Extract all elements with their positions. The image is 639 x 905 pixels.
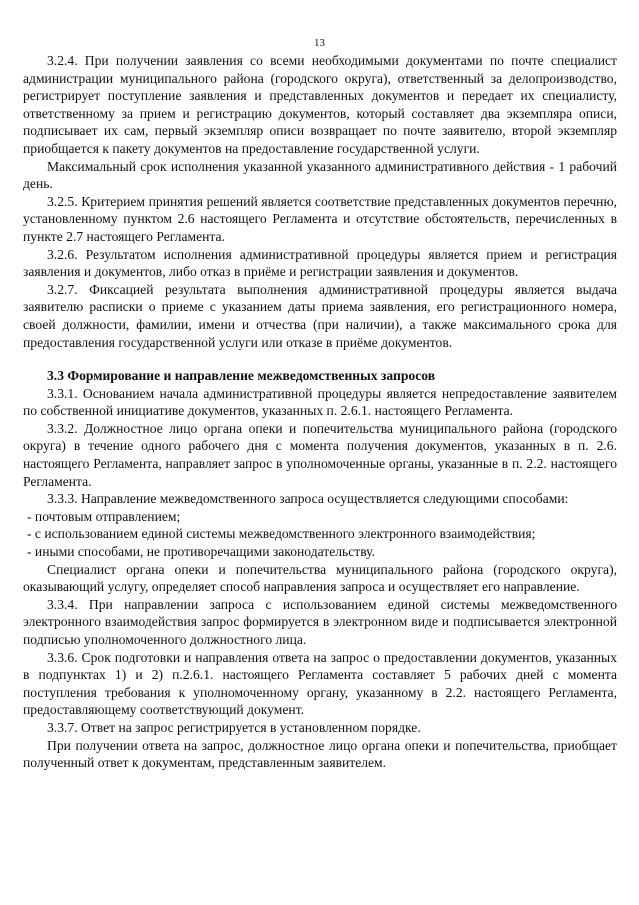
paragraph-3-3-7: 3.3.7. Ответ на запрос регистрируется в установленном порядке. — [47, 719, 421, 735]
paragraph-3-2-5: 3.2.5. Критерием принятия решений является соответствие представленных документов перечню, установленному пунктом 2.6 настоящего Регламента и отсутствие обстоятельств, перечисленных в пункте 2.7 настоящего Регламента. — [23, 193, 617, 244]
paragraph-3-2-6: 3.2.6. Результатом исполнения административной процедуры является прием и регистрация заявления и документов, либо отказ в приёме и регистрации заявления и документов. — [23, 246, 617, 280]
paragraph-3-3-6: 3.3.6. Срок подготовки и направления ответа на запрос о предоставлении документов, указанных в подпунктах 1) и 2) п.2.6.1. настоящего Регламента составляет 5 рабочих дней с момента поступления требования к уполномоченному органу, указанному в 2.2. настоящего Регламента, предоставляющему соответствующий документ. — [23, 649, 617, 718]
paragraph-response: При получении ответа на запрос, должностное лицо органа опеки и попечительства, приобщает полученный ответ к документам, представленным заявителем. — [23, 737, 617, 771]
paragraph-specialist: Специалист органа опеки и попечительства муниципального района (городского округа), оказывающий услугу, определяет способ направления запроса и осуществляет его направление. — [23, 561, 617, 595]
paragraph-3-3-1: 3.3.1. Основанием начала административной процедуры является непредоставление заявителем по собственной инициативе документов, указанных п. 2.6.1. настоящего Регламента. — [23, 385, 617, 419]
list-item: - почтовым отправлением; — [27, 508, 181, 524]
section-heading: 3.3 Формирование и направление межведомственных запросов — [47, 368, 436, 384]
paragraph-max-term: Максимальный срок исполнения указанной указанного административного действия - 1 рабочий день. — [23, 158, 617, 192]
paragraph-3-3-2: 3.3.2. Должностное лицо органа опеки и попечительства муниципального района (городского округа) в течение одного рабочего дня с момента получения документов, указанных в п. 2.6. настоящего Регламента, направляет запрос в уполномоченные органы, указанные в п. 2.2. настоящего Регламента. — [23, 420, 617, 489]
page-number: 13 — [314, 37, 325, 49]
paragraph-3-3-3: 3.3.3. Направление межведомственного запроса осуществляется следующими способами: — [47, 491, 569, 507]
paragraph-3-2-4: 3.2.4. При получении заявления со всеми необходимыми документами по почте специалист администрации муниципального района (городского округа), ответственный за делопроизводство, регистрирует поступление заявления и представленных документов и передает их специалисту, ответственному за прием и регистрацию документов, который составляет два экземпляра описи, подписывает их сам, первый экземпляр описи возвращает по почте заявителю, второй экземпляр приобщается к пакету документов на предоставление государственной услуги. — [23, 53, 617, 156]
document-body — [23, 52, 617, 772]
paragraph-3-2-7: 3.2.7. Фиксацией результата выполнения административной процедуры является выдача заявителю расписки о приеме с указанием даты приема заявления, его регистрационного номера, своей должности, фамилии, имени и отчества (при наличии), а также максимального срока для предоставления государственной услуги или отказе в приёме документов. — [23, 281, 617, 350]
list-item: - с использованием единой системы межведомственного электронного взаимодействия; — [27, 526, 536, 542]
list-item: - иными способами, не противоречащими законодательству. — [27, 544, 376, 560]
paragraph-3-3-4: 3.3.4. При направлении запроса с использованием единой системы межведомственного электронного взаимодействия запрос формируется в электронном виде и подписывается электронной подписью уполномоченного должностного лица. — [23, 596, 617, 647]
